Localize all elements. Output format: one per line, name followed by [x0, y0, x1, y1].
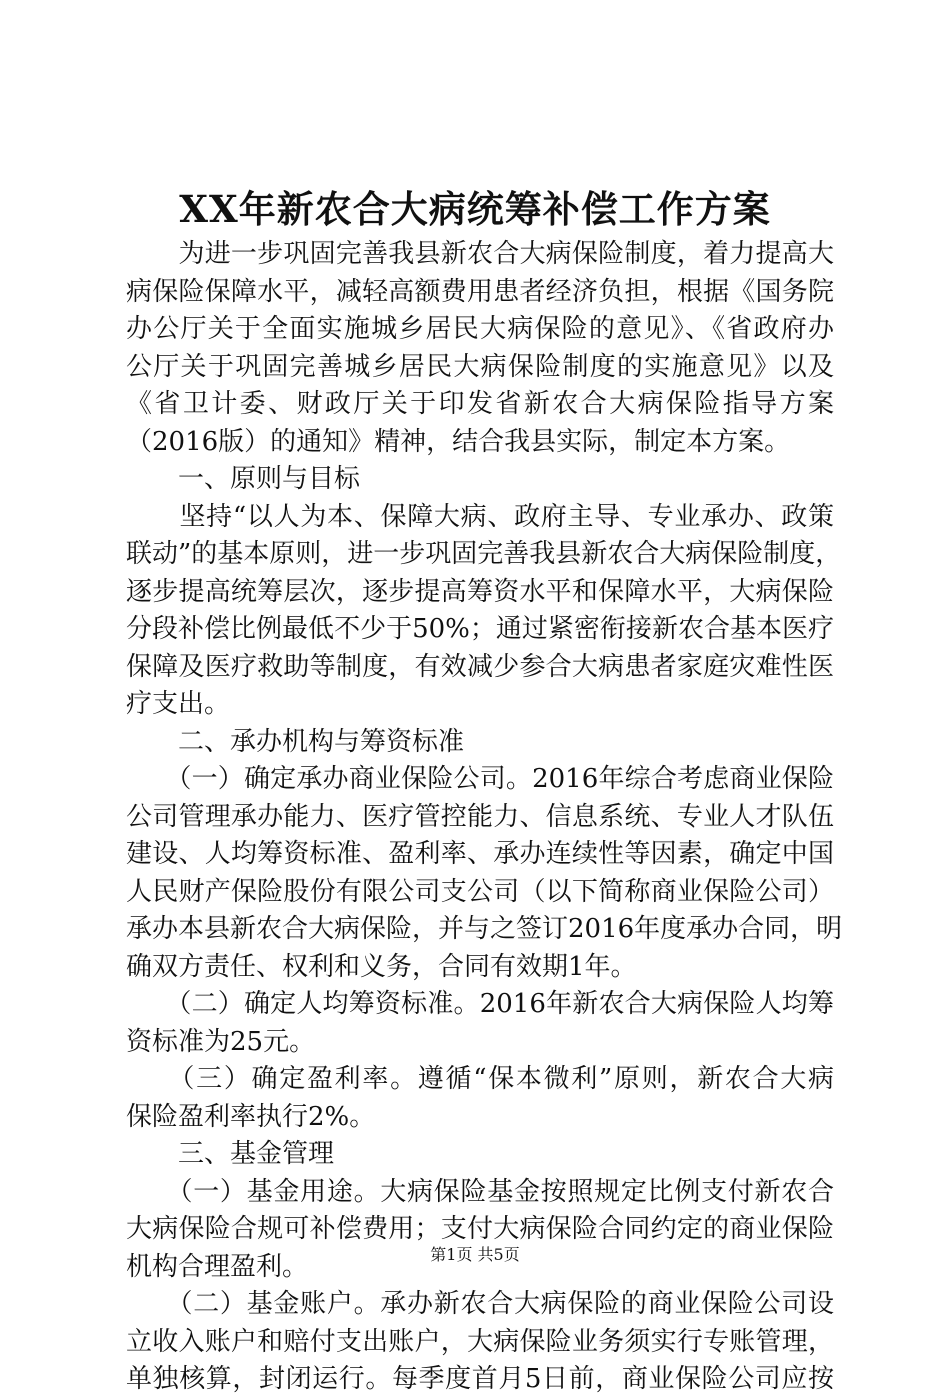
page-footer: 第1页 共5页 [430, 1245, 520, 1264]
body-line: 单独核算，封闭运行。每季度首月5日前，商业保险公司应按 [126, 1364, 834, 1394]
body-line: 一、原则与目标 [126, 464, 361, 494]
body-line: 人民财产保险股份有限公司支公司（以下简称商业保险公司） [126, 876, 834, 907]
body-line: 确双方责任、权利和义务，合同有效期1年。 [126, 951, 637, 982]
body-line: 机构合理盈利。 [126, 1251, 309, 1282]
body-line: 病保险保障水平，减轻高额费用患者经济负担，根据《国务院 [126, 276, 834, 307]
body-line: （二）确定人均筹资标准。2016年新农合大病保险人均筹 [126, 989, 834, 1019]
body-line: 公厅关于巩固完善城乡居民大病保险制度的实施意见》以及 [126, 351, 834, 382]
body-line: 逐步提高统筹层次，逐步提高筹资水平和保障水平，大病保险 [126, 576, 834, 607]
body-line: 公司管理承办能力、医疗管控能力、信息系统、专业人才队伍 [126, 801, 834, 832]
body-line: 联动”的基本原则，进一步巩固完善我县新农合大病保险制度， [126, 539, 842, 569]
body-line: （2016版）的通知》精神，结合我县实际，制定本方案。 [126, 426, 791, 457]
body-line: 立收入账户和赔付支出账户，大病保险业务须实行专账管理， [126, 1326, 834, 1357]
document-title: XX年新农合大病统筹补偿工作方案 [179, 187, 771, 231]
body-line: 办公厅关于全面实施城乡居民大病保险的意见》、《省政府办 [126, 314, 834, 344]
body-line: （一）确定承办商业保险公司。2016年综合考虑商业保险 [126, 764, 834, 794]
body-line: 资标准为25元。 [126, 1026, 316, 1057]
body-line: 《省卫计委、财政厅关于印发省新农合大病保险指导方案 [126, 389, 834, 419]
body-line: 保险盈利率执行2%。 [126, 1101, 376, 1132]
body-line: （三）确定盈利率。遵循“保本微利”原则，新农合大病 [126, 1064, 834, 1094]
body-line: 保障及医疗救助等制度，有效减少参合大病患者家庭灾难性医 [126, 651, 834, 682]
document-body [126, 236, 843, 1399]
body-line: 三、基金管理 [126, 1139, 335, 1169]
body-line: 二、承办机构与筹资标准 [126, 726, 465, 757]
body-line: 疗支出。 [126, 689, 231, 719]
body-line: （二）基金账户。承办新农合大病保险的商业保险公司设 [126, 1289, 834, 1319]
body-line: （一）基金用途。大病保险基金按照规定比例支付新农合 [126, 1176, 834, 1207]
body-line: 建设、人均筹资标准、盈利率、承办连续性等因素，确定中国 [126, 839, 834, 869]
body-line: 承办本县新农合大病保险，并与之签订2016年度承办合同，明 [126, 914, 843, 944]
body-line: 为进一步巩固完善我县新农合大病保险制度，着力提高大 [126, 239, 834, 269]
body-line: 坚持“以人为本、保障大病、政府主导、专业承办、政策 [126, 501, 834, 532]
body-line: 分段补偿比例最低不少于50%；通过紧密衔接新农合基本医疗 [126, 614, 834, 644]
body-line: 大病保险合规可补偿费用；支付大病保险合同约定的商业保险 [126, 1214, 834, 1244]
